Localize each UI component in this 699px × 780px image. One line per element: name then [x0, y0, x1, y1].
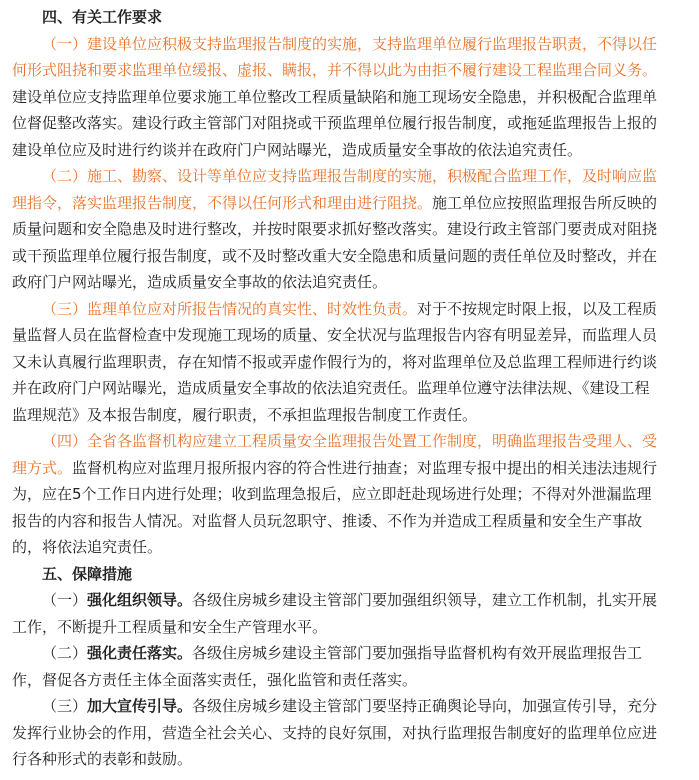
paragraph-line: 的，将依法追究责任。: [12, 538, 163, 556]
paragraph-line: （四）全省各监督机构应建立工程质量安全监理报告处置工作制度，明确监理报告受理人、受: [42, 432, 658, 450]
paragraph-line: 并在政府门户网站曝光，造成质量安全事故的依法追究责任。监理单位遵守法律法规、《建设工程: [12, 379, 650, 397]
body-text: 各级住房城乡建设主管部门要坚持正确舆论导向，加强宣传引导，充分: [192, 697, 658, 715]
paragraph-line: [12, 455, 691, 482]
item-number: （二）: [42, 644, 88, 662]
paragraph-line: 政府门户网站曝光，造成质量安全事故的依法追究责任。: [12, 273, 388, 291]
paragraph-line: 发挥行业协会的作用，营造全社会关心、支持的良好氛围，对执行监理报告制度好的监理单位应进: [12, 723, 658, 742]
body-text: 监督机构应对监理月报所报内容的符合性进行抽查；对监理专报中提出的相关违法违规行: [72, 458, 658, 477]
paragraph-line: （一）建设单位应积极支持监理报告制度的实施，支持监理单位履行监理报告职责，不得以任: [42, 34, 658, 53]
highlighted-text: 理指令，落实监理报告制度，不得以任何形式和理由进行阻挠。: [12, 193, 433, 212]
paragraph-line: [12, 296, 691, 323]
item-title: 强化责任落实。: [87, 644, 193, 662]
body-text: 施工单位应按照监理报告所反映的: [432, 193, 658, 212]
item-number: （一）: [42, 591, 88, 609]
paragraph-line: 建设单位应支持监理单位要求施工单位整改工程质量缺陷和施工现场安全隐患，并积极配合监理单: [12, 87, 658, 106]
paragraph-line: [12, 587, 691, 614]
highlighted-text: 理方式。: [12, 458, 73, 477]
section-5-paragraph-1: [12, 587, 691, 640]
section-5-paragraph-3: [12, 693, 691, 773]
section-4-paragraph-4: [12, 428, 691, 561]
body-text: 各级住房城乡建设主管部门要加强指导监督机构有效开展监理报告工: [192, 644, 643, 662]
section-4-paragraph-1: [12, 31, 691, 164]
paragraph-line: 报告的内容和报告人情况。对监督人员玩忽职守、推诿、不作为并造成工程质量和安全生产事故: [12, 511, 643, 530]
highlighted-text: （三）监理单位应对所报告情况的真实性、时效性负责。: [42, 299, 418, 318]
paragraph-line: 作，督促各方责任主体全面落实责任，强化监管和责任落实。: [12, 670, 418, 689]
item-title: 加大宣传引导。: [87, 697, 193, 715]
item-number: （三）: [42, 697, 88, 715]
paragraph-line: 工作，不断提升工程质量和安全生产管理水平。: [12, 617, 328, 636]
section-4-paragraph-3: [12, 296, 691, 429]
paragraph-line: 位督促整改落实。建设行政主管部门对阻挠或干预监理单位履行报告制度，或拖延监理报告上报的: [12, 114, 658, 132]
paragraph-line: 为，应在5个工作日内进行处理；收到监理急报后，应立即赶赴现场进行处理；不得对外泄漏监理: [12, 485, 652, 503]
paragraph-line: 又未认真履行监理职责，存在知情不报或弄虚作假行为的，将对监理单位及总监理工程师进行约谈: [12, 352, 658, 371]
paragraph-line: 量监督人员在监督检查中发现施工现场的质量、安全状况与监理报告内容有明显差异，而监理人员: [12, 326, 658, 344]
paragraph-line: （二）施工、勘察、设计等单位应支持监理报告制度的实施，积极配合监理工作，及时响应监: [42, 167, 658, 185]
item-title: 强化组织领导。: [87, 591, 193, 609]
paragraph-line: 监理规范》及本报告制度，履行职责，不承担监理报告制度工作责任。: [12, 405, 478, 424]
paragraph-line: [12, 640, 691, 667]
section-5-paragraph-2: [12, 640, 691, 693]
paragraph-line: 或干预监理单位履行报告制度，或不及时整改重大安全隐患和质量问题的责任单位及时整改，并在: [12, 246, 658, 265]
paragraph-line: 质量问题和安全隐患及时进行整改，并按时限要求抓好整改落实。建设行政主管部门要责成对阻挠: [12, 220, 658, 238]
section-5-heading: 五、保障措施: [42, 564, 133, 583]
body-text: 各级住房城乡建设主管部门要加强组织领导，建立工作机制，扎实开展: [192, 591, 658, 609]
section-4-heading: 四、有关工作要求: [42, 8, 163, 26]
paragraph-line: 行各种形式的表彰和鼓励。: [12, 750, 193, 768]
section-4-paragraph-2: [12, 163, 691, 296]
paragraph-line: 何形式阻挠和要求监理单位缓报、虚报、瞒报，并不得以此为由拒不履行建设工程监理合同义务。: [12, 61, 658, 79]
paragraph-line: 建设单位应及时进行约谈并在政府门户网站曝光，造成质量安全事故的依法追究责任。: [12, 140, 583, 159]
body-text: 对于不按规定时限上报，以及工程质: [417, 299, 658, 318]
paragraph-line: [12, 190, 691, 217]
paragraph-line: [12, 693, 691, 720]
